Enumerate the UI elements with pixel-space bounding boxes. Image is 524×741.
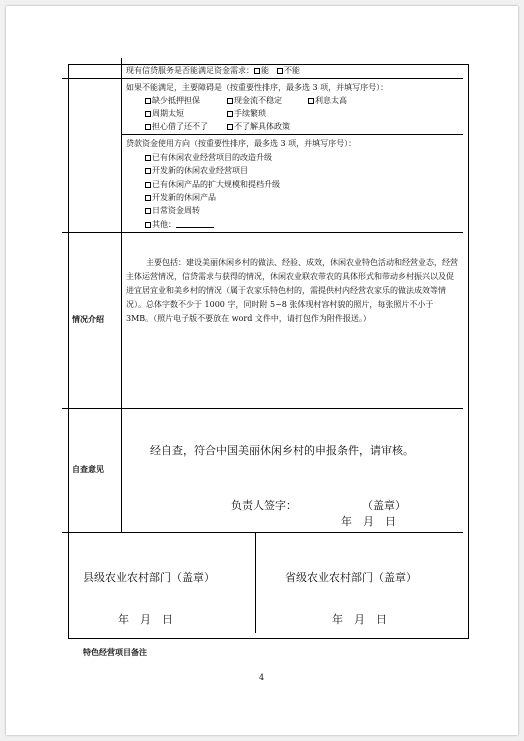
row-divider [121,134,463,135]
obstacle-item [145,96,200,106]
seal-label: （盖章） [362,499,406,512]
usage-label: 日常资金周转 [152,206,200,215]
selfcheck-label: 自查意见 [72,465,104,474]
obstacle-item [145,109,184,119]
usage-item-other [145,219,214,230]
checkbox[interactable] [145,124,151,130]
checkbox[interactable] [145,168,151,174]
usage-title: 贷款资金使用方向（按重要性排序，最多选 3 项，并填写序号）： [126,139,357,148]
row-divider [62,232,463,233]
province-date: 年 月 日 [332,613,387,626]
selfcheck-date: 年 月 日 [341,515,396,528]
obstacle-label: 现金流不稳定 [234,96,282,105]
checkbox[interactable] [308,98,314,104]
obstacle-item [308,96,347,106]
column-divider [255,532,256,633]
checkbox[interactable] [145,222,151,228]
usage-other-label: 其他： [152,220,176,229]
column-divider [121,58,122,532]
intro-label: 情况介绍 [72,315,104,324]
obstacle-label: 缺少抵押担保 [152,96,200,105]
obstacles-title: 如果不能满足，主要障碍是（按重要性排序，最多选 3 项，并填写序号）： [126,83,389,92]
page-number: 4 [259,673,265,682]
usage-label: 已有休闲产品的扩大规模和提档升级 [152,180,280,189]
other-fill-field[interactable] [176,219,214,228]
option-can-label: 能 [261,66,269,75]
obstacle-label: 不了解具体政策 [234,122,290,131]
obstacle-item [227,109,266,119]
obstacle-item [227,96,282,106]
checkbox[interactable] [145,155,151,161]
checkbox[interactable] [227,124,233,130]
selfcheck-text: 经自查，符合中国美丽休闲乡村的申报条件，请审核。 [150,444,414,457]
checkbox[interactable] [145,195,151,201]
usage-label: 已有休闲农业经营项目的改造升级 [152,153,272,162]
usage-item [145,180,280,190]
obstacle-item [145,122,208,132]
county-dept-label: 县级农业农村部门（盖章） [83,571,215,584]
checkbox-can[interactable] [254,68,260,74]
usage-item [145,193,216,203]
obstacle-label: 手续繁琐 [234,109,266,118]
checkbox[interactable] [145,208,151,214]
row-divider [62,408,463,409]
obstacle-item [227,122,290,132]
intro-text: 主要包括：建设美丽休闲乡村的做法、经验、成效，休闲农业特色活动和经营业态，经营主体运营情况，信贷需求与获得的情况，休闲农业联农带农的具体形式和带动乡村振兴以及促进宜居宜业和美乡村的情况（属于农家乐特色村的，需提供村内经营农家乐的做法成效等情况）。总体字数不少于 1000 字，同时附 5~8 张体现村容村貌的照片，每张照片不小于 3MB。（照片电子版不要放在 word 文件中，请打包作为附件报送。） [126,258,458,323]
credit-question-label: 现有信贷服务是否能满足资金需求： [126,66,254,75]
usage-item [145,206,200,216]
obstacle-label: 担心借了还不了 [152,122,208,131]
obstacle-label: 周期太短 [152,109,184,118]
option-cannot-label: 不能 [284,66,300,75]
checkbox-cannot[interactable] [277,68,283,74]
usage-label: 开发新的休闲农业经营项目 [152,166,248,175]
credit-question [126,66,300,76]
usage-label: 开发新的休闲产品 [152,193,216,202]
county-date: 年 月 日 [118,613,173,626]
application-form-table [68,64,469,639]
signer-label: 负责人签字： [231,499,297,512]
usage-item [145,166,248,176]
checkbox[interactable] [145,182,151,188]
row-divider [62,78,463,79]
row-divider [62,532,463,533]
footer-note: 特色经营项目备注 [83,648,147,657]
checkbox[interactable] [227,111,233,117]
checkbox[interactable] [145,111,151,117]
checkbox[interactable] [227,98,233,104]
obstacle-label: 利息太高 [315,96,347,105]
usage-item [145,153,272,163]
checkbox[interactable] [145,98,151,104]
province-dept-label: 省级农业农村部门（盖章） [285,571,417,584]
